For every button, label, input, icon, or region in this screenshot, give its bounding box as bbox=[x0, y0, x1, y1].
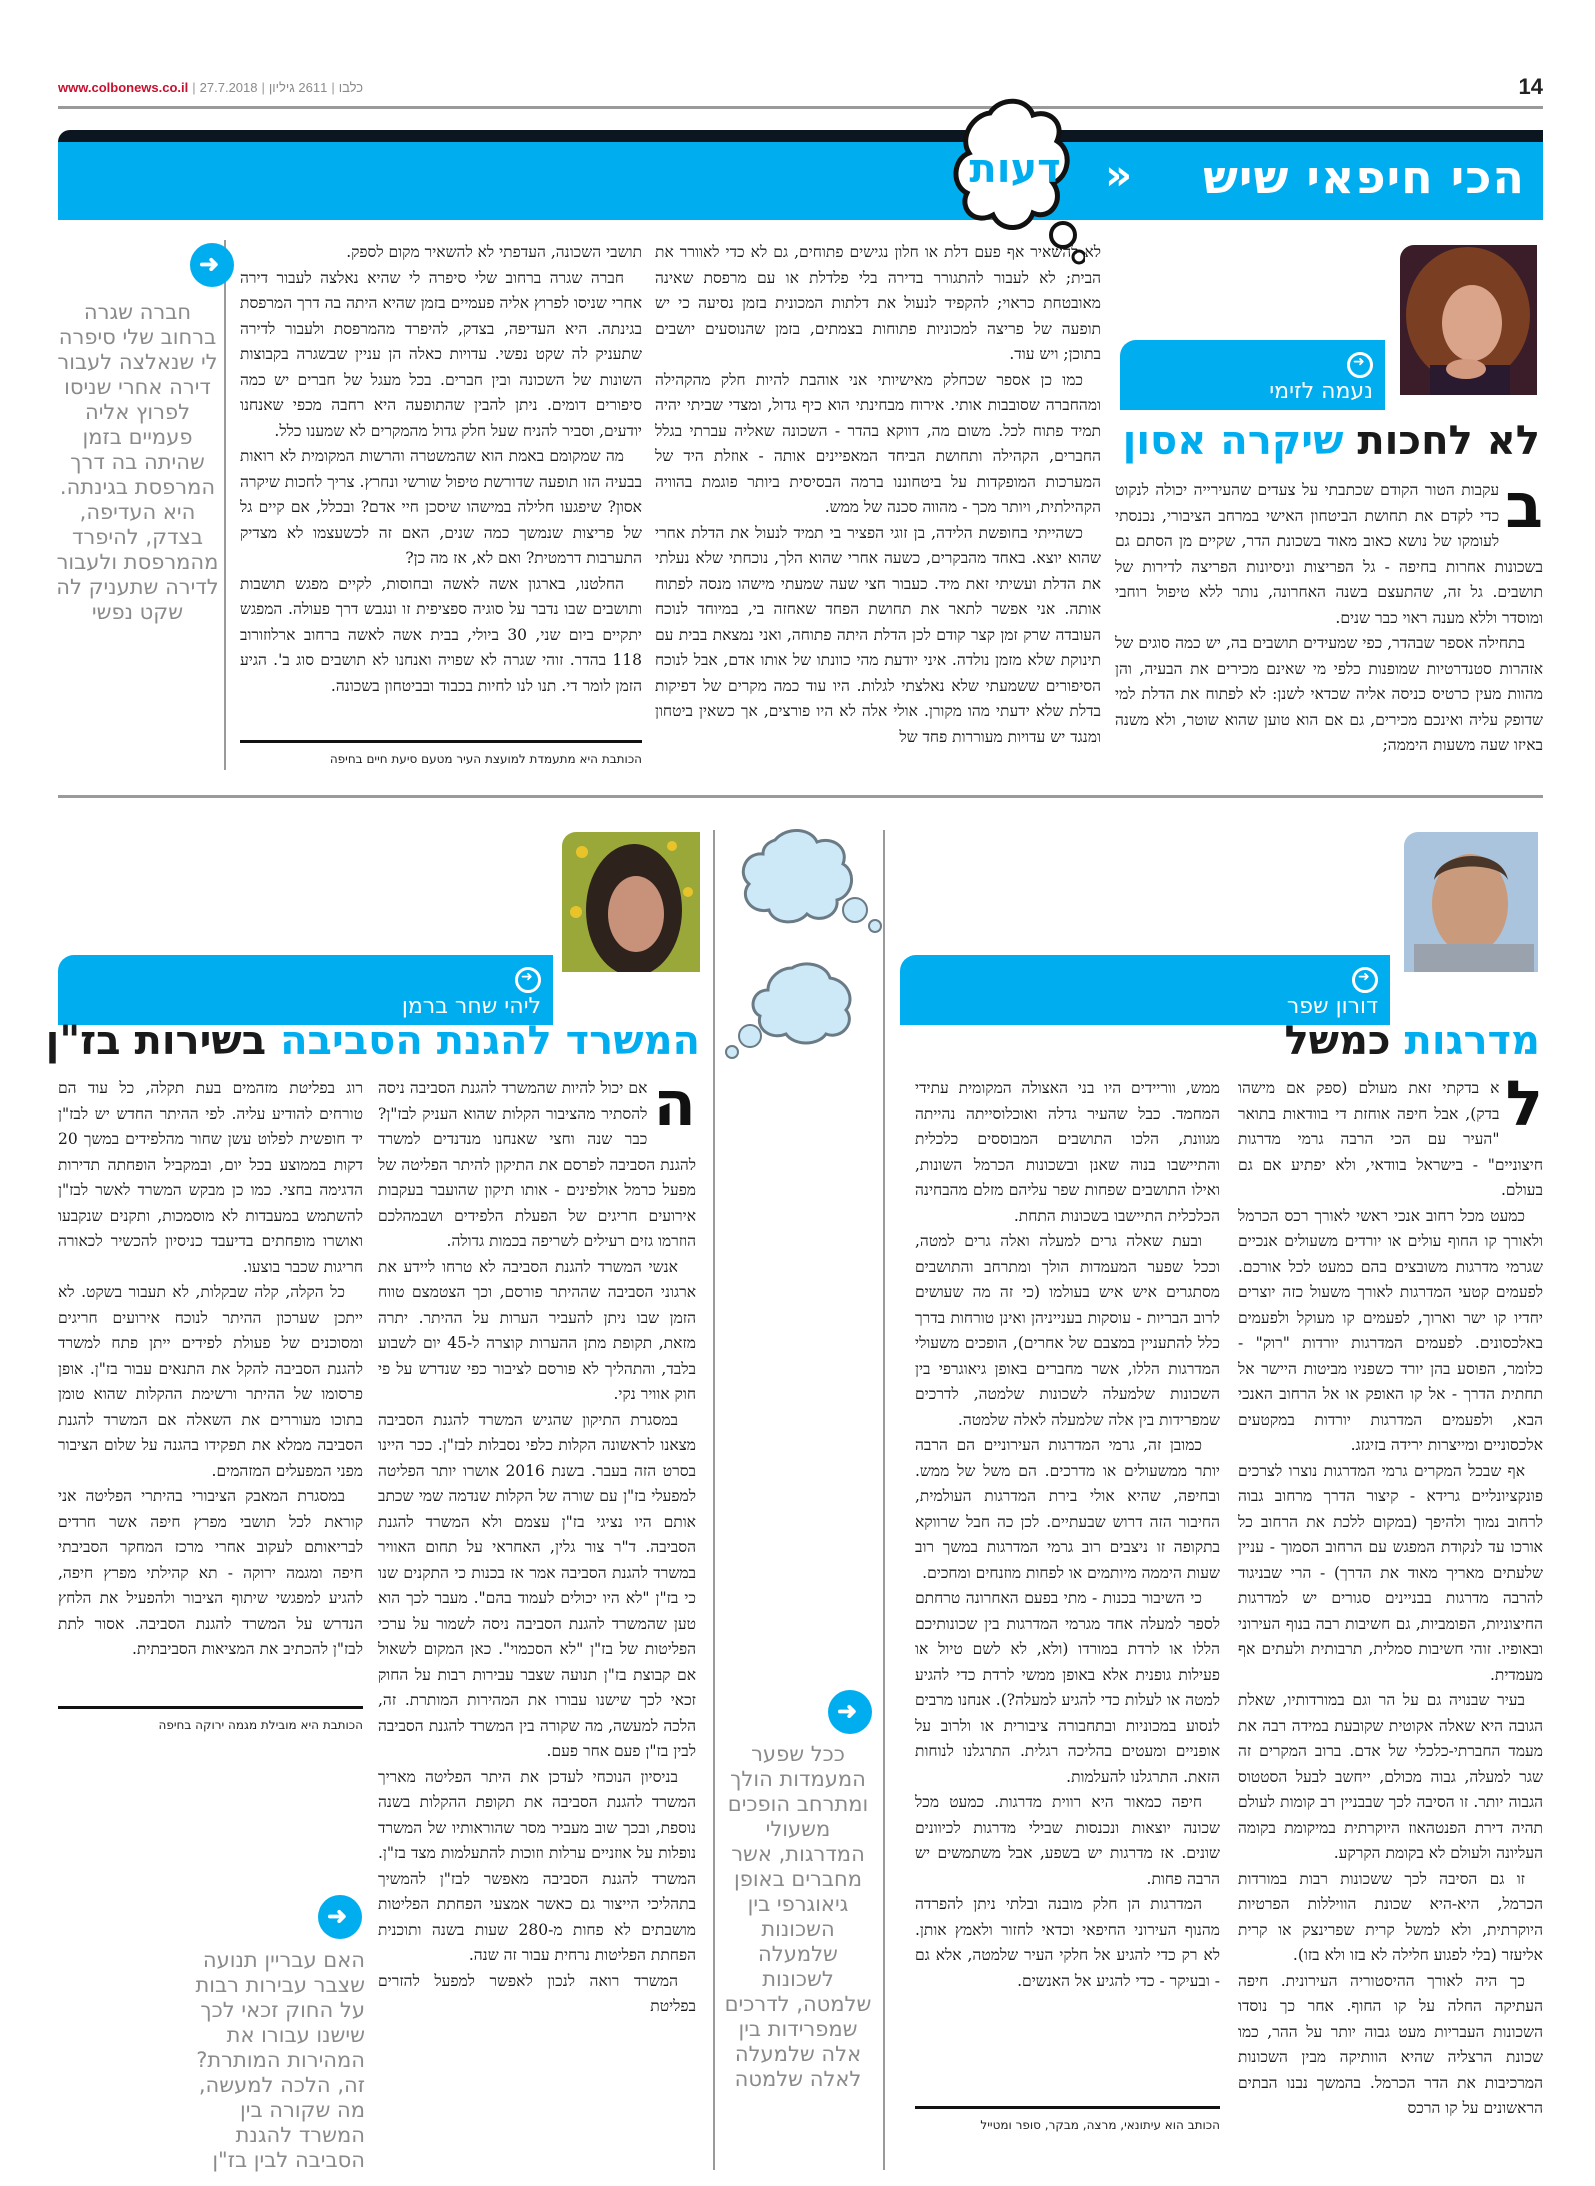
article-left-column-2 bbox=[58, 1076, 363, 1676]
paragraph: במסגרת המאבק הציבורי בהיתרי הפליטה אני קוראת לכל תושבי מפרץ חיפה אשר חרדים לבריאותם לעקוב אחרי מרכז המחקר הסביבתי חיפה ומגמה ירוקה - תא קהילתי מפרץ חיפה, להגיע למפגשי שיתוף הציבור ולהפעיל את הלחץ הנדרש על המשרד להגנת הסביבה. אסור לתת לבז"ן להכתיב את המציאות הסביבתית. bbox=[58, 1487, 363, 1658]
banner-title: הכי חיפאי שיש bbox=[1203, 150, 1525, 204]
article-headline-left bbox=[46, 1018, 700, 1064]
paragraph: אנשי המשרד להגנת הסביבה לא טרחו ליידע את ארגוני הסביבה שההיתר פורסם, וכך הצטמצם טווח הזמן שבו ניתן להעביר הערות על ההיתר. יתרה מזאת, תקופת מתן ההערות קוצרה ל-45 יום לשבוע בלבד, והתהליך לא פורסם לציבור כפי שנדרש על פי חוק אוויר נקי. bbox=[378, 1257, 696, 1403]
author-footnote: הכותבת היא מובילת מגמה ירוקה בחיפה bbox=[158, 1718, 363, 1732]
headline-dark: בשירות בז"ן bbox=[45, 1018, 267, 1064]
column-divider bbox=[713, 830, 715, 2170]
column-divider bbox=[883, 830, 885, 2170]
footer-rule bbox=[915, 2106, 1220, 2109]
page-number: 14 bbox=[1518, 74, 1543, 99]
author-bar-left bbox=[58, 955, 553, 1025]
paragraph: רוג בפליטת מזהמים בעת תקלה, כל עוד הם טורחים להודיע עליה. לפי ההיתר החדש יש לבז"ן יד חופשית לפלוט עשן שחור מהלפידים במשך 20 דקות בממוצע בכל יום, ובמקביל הופחתה תדירות הדגימה בחצי. כמו כן מבקש המשרד לאשר לבז"ן להשתמש במעבדות לא מוסמכות, ותקנים שנקבעו ואושרו מופחתים בדיעבד כניסיון להכשיר לכאורה חריגות שכבר בוצעו. bbox=[58, 1079, 363, 1276]
pull-quote-middle: ככל שפער המעמדות הולך ומתרחב הופכים משעולי המדרגות, אשר מחברים באופן גיאוגרפי בין השכונות שלמעלה לשכונות שלמטה, לדרכים שמפרידות בין אלה שלמעלה לאלה שלמטה bbox=[724, 1742, 872, 2091]
article-right-column-2 bbox=[915, 1076, 1220, 2086]
headline-blue: המשרד להגנת הסביבה bbox=[280, 1018, 700, 1064]
paragraph: המשרד רואה לנכון לאפשר למפעל להזרים בפליטת bbox=[378, 1971, 696, 2015]
paragraph: ובעת שאלה גרים למעלה ואלה גרים למטה, וככל שפער המעמדות הולך ומתרחב והתושבים מסתגרים איש איש בעולמו (כי זה מה שעושים לרוב הבריות - עוסקות בענייניהן ואינן טורחות בדרך כלל להתעניין במצבם של אחרים), הופכים משעולי המדרגות הללו, אשר מחברים באופן גיאוגרפי בין השכונות שלמעלה לשכונות שלמטה, לדרכים שמפרידות בין אלה שלמעלה לאלה שלמטה. bbox=[915, 1232, 1220, 1429]
double-chevron-icon: » bbox=[1105, 150, 1133, 199]
drop-cap: ב bbox=[1505, 478, 1543, 542]
arrow-circle-icon bbox=[190, 243, 234, 287]
footer-rule bbox=[58, 1706, 363, 1709]
paragraph: החלטנו, בארגון אשה לאשה ובחוסות, לקיים מפגש תושבות ותושבים שבו נדבר על סוגיה ספציפית זו ונגבש דרך פעולה. המפגש יתקיים ביום שני, 30 ביולי, בבית אשה לאשה ברחוב ארלוזורוב 118 בהדר. זוהי שגרה לא שפויה ואנחנו לא תושבים סוג ב'. הגיע הזמן לומר די. תנו לנו לחיות בכבוד ובביטחון בשכונה. bbox=[240, 574, 642, 695]
article-top-column-3 bbox=[240, 240, 642, 720]
article-headline-top bbox=[1123, 418, 1540, 464]
paragraph: חיפה כמאור היא רווית מדרגות. כמעט מכל שכונה יוצאות ונכנסות שבילי מדרגות לכיוונים שונים. אז מדרגות יש בשפע, אבל משתמשים יש הרבה פחות. bbox=[915, 1793, 1220, 1888]
section-divider bbox=[58, 795, 1543, 798]
issue-number: 2611 גיליון bbox=[268, 80, 328, 95]
author-photo-naama bbox=[1400, 245, 1537, 395]
pull-quote-top: חברה שגרה ברחוב שלי סיפרה לי שנאלצה לעבור דירה אחרי שניסו לפרוץ אליה פעמיים בזמן שהיתה בה דרך המרפסת בגינתה. היא העדיפה, בצדק, להיפרד מהמרפסת ולעבור לדירה שתעניק לה שקט נפשי bbox=[56, 300, 219, 624]
paragraph: אף שבכל המקרים גרמי המדרגות נוצרו לצרכים פונקציונליים גרידא - קיצור הדרך מרחוב גבוה לרחוב נמוך ולהיפך (במקום ללכת את הרחוב כל אורכו עד לנקודת המפגש עם הרחוב הסמוך - עניין שלעתים מאריך מאוד את הדרך) - הרי שבניגוד להרבה מדרגות בבניינים סגורים יש למדרגות החיצוניות, הפומביות, גם חשיבות רבה בנוף העירוני ובאופיו. זוהי חשיבות סמלית, תרבותית ולעתים אף מעמדית. bbox=[1238, 1461, 1543, 1684]
paragraph: חברה שגרה ברחוב שלי סיפרה לי שהיא נאלצה לעבור דירה אחרי שניסו לפרוץ אליה פעמיים בזמן שהיא היתה בה דרך המרפסת בגינתה. היא העדיפה, בצדק, להיפרד מהמרפסת ולעבור לדירה שתעניק לה שקט נפשי. עדויות כאלה הן עניין שבשגרה בקבוצות השונות של השכונה ובין חברים. בכל מעגל של חברים יש כמה סיפורים דומים. ניתן להבין שהתופעה היא רחבה מכפי שאנחנו יודעים, וסביר להניח שעל חלק גדול מהמקרים לא שמענו כלל. bbox=[240, 268, 642, 440]
paragraph: במסגרת התיקון שהגיש המשרד להגנת הסביבה מצאנו לראשונה הקלות כלפי נסבלות לבז"ן. ככר היינו בסרט הזה בעבר. בשנת 2016 אושרו יותר הפליטה למפעלי בז"ן עם שורה של הקלות שנדמה שמי שכתב אותם היו נציגי בז"ן עצמם ולא המשרד להגנת הסביבה. ד"ר צור גלין, האחראי על תחום האוויר במשרד להגנת הסביבה אמר אז בכנות כי התקנים שנו כי בז"ן "לא היו יכולים לעמוד בהם". מעבר לכך הוא טען שהמשרד להגנת הסביבה ניסה לשמור על ערכי הפליטות של בז"ן "לא הסכמוי". כאן המקום לשאול אם קבוצת בז"ן תנועה שצבר עבירות רבות על החוק זכאי לכך שישנו עבורו את המהירות המותרת. זה, הלכה למעשה, מה שקורה בין המשרד להגנת הסביבה לבין בז"ן פעם אחר פעם. bbox=[378, 1410, 696, 1760]
separator: | bbox=[192, 80, 196, 95]
headline-dark: כמשל bbox=[1284, 1018, 1391, 1064]
author-name[interactable]: ליהי שחר ברמן bbox=[401, 994, 541, 1019]
arrow-circle-icon bbox=[1347, 352, 1373, 378]
arrow-circle-icon bbox=[1352, 967, 1378, 993]
arrow-circle-icon bbox=[318, 1895, 362, 1939]
section-label: דעות bbox=[969, 146, 1061, 192]
article-left-column-1 bbox=[378, 1076, 696, 2171]
separator: | bbox=[261, 80, 265, 95]
article-top-column-1 bbox=[1115, 478, 1543, 763]
separator: | bbox=[331, 80, 335, 95]
paragraph: כך היה לאורך ההיסטוריה העירונית. חיפה העתיקה החלה על קו החוף. אחר כך נוסדו השכונות העבריות מעט גבוה יותר על ההר, כמו שכונת הרצליה שהיא הוותיקה מבין השכונות המרכיבות את הדר הכרמל. בהמשך נבנו הבתים הראשונים על קו הרכס bbox=[1238, 1971, 1543, 2117]
paragraph: א בדקתי זאת מעולם (ספק אם מישהו בדק), אבל חיפה אוחזת די בוודאות בתואר "העיר עם הכי הרבה גרמי מדרגות חיצוניים" - בישראל בוודאי, ולא יפתיע אם גם בעולם. bbox=[1238, 1079, 1543, 1199]
author-bar-top bbox=[1120, 340, 1385, 410]
article-right-column-1 bbox=[1238, 1076, 1543, 2166]
paragraph: עקבות הטור הקודם שכתבתי על צעדים שהעירייה יכולה לנקוט כדי לקדם את תחושת הביטחון האישי במרחב הציבורי, נכנסתי לעומקו של נושא כאוב מאוד בשכונת הדר, שקיים מן הסתם גם בשכונות אחרות בחיפה - גל הפריצות וניסיונות הפריצה לדירות של תושבים. גל זה, שהתעצם בשנה האחרונה, נותר ללא טיפול רוחבי ומוסדר וללא מענה ראוי כבר שנים. bbox=[1115, 481, 1543, 627]
drop-cap: ה bbox=[653, 1076, 696, 1140]
article-headline-right bbox=[1284, 1018, 1540, 1064]
paragraph: מה שמקומם באמת הוא שהמשטרה והרשות המקומית לא רואות בבעיה הזו תופעה שדורשת טיפול שורשי ונחרץ. צריך לחכות שיקרה אסון? שיפגעו חלילה במישהו שיסכן חיי אדם? ובכלל, אם קיים גל של פריצות שנמשך כמה שנים, האם זה לכשעצמו לא מצדיק התערבות דרמטית? ואם לא, אז מה כן? bbox=[240, 447, 642, 567]
publication-name: כלבו bbox=[338, 80, 364, 95]
paragraph: המדרגות הן חלק מובנה ובלתי ניתן להפרדה מהנוף העירוני החיפאי וכדאי לחזור ולאמץ אותן. לא רק כדי להגיע אל חלקי העיר שלמטה, אלא גם - ובעיקר - כדי להגיע אל האנשים. bbox=[915, 1895, 1220, 1990]
author-footnote: הכותב הוא עיתונאי, מרצה, מבקר, סופר ומטייל bbox=[980, 2118, 1220, 2132]
author-photo-doron bbox=[1404, 832, 1538, 972]
author-footnote: הכותבת היא מתעמדת למועצת העיר מטעם סיעת חיים בחיפה bbox=[329, 752, 642, 766]
paragraph: בניסיון הנוכחי לעדכן את היתר הפליטה מאריך המשרד להגנת הסביבה את תקופת ההקלות בשנה נוספת, ובכך שוב מעביר מסר שהוראותיו של המשרד נופלות על אוזניים ערלות וזוכות להתעלמות מצד בז"ן. המשרד להגנת הסביבה מאפשר לבז"ן להמשיך בתהליכי הייצור גם כאשר אמצעי הפחתת הפליטות מושבתים לא פחות מ-280 שעות בשנה ותוכנית הפחתת הפליטות נרחית עבור זה שנה. bbox=[378, 1767, 696, 1964]
paragraph: כשהייתי בחופשת הלידה, בן זוגי הפציר בי תמיד לנעול את הדלת אחרי שהוא יוצא. באחד מהבקרים, כשעה אחרי שהוא הלך, נוכחתי שלא נעלתי את הדלת ועשיתי זאת מיד. כעבור חצי שעה שמעתי מישהו מנסה לפתוח אותה. אני אפשר לתאר את תחושת הפחד שאחזה בי, במיוחד לנוכח העובדה שרק זמן קצר קודם לכן הדלת היתה פתוחה, ואני נמצאת בבית עם תינוקת שלא מזמן נולדה. איני יודעת מהי כוונתו של אותו אדם, אבל לנוכח הסיפורים ששמעתי שלא נאלצתי לגלות. היו עוד כמה מקרים של דפיקות בדלת שלא ידעתי מהו מקורן. אולי אלה לא היו פורצים, אך כשאין ביטחון ומנגד יש עדויות מעוררות פחד של bbox=[655, 523, 1101, 746]
author-photo-lihi bbox=[562, 832, 700, 972]
pull-quote-bottom-left: האם עבריין תנועה שצבר עבירות רבות על החוק זכאי לכך שישנו עבורו את המהירות המותרת? זה, הלכה למעשה, מה שקורה בין המשרד להגנת הסביבה לבין בז"ן bbox=[195, 1948, 365, 2172]
issue-date: 27.7.2018 bbox=[199, 80, 258, 95]
paragraph: כל הקלה, קלה שבקלות, לא תעבור בשקט. לא ייתכן שערכון ההיתר לנוכח אירועים חריגים ומסוכנים של פעולת לפידים ייתן פתח למשרד להגנת הסביבה להקל את התנאים עבור בז"ן. אופן פרסומו של ההיתר ורשימת ההקלות שהוא טומן בתוכו מעוררים את השאלה אם המשרד להגנת הסביבה ממלא את תפקידו בהגנה על שלום הציבור מפני המפעלים המזהמים. bbox=[58, 1283, 363, 1480]
headline-blue: שיקרה אסון bbox=[1122, 418, 1344, 464]
paragraph: בעיר שבנויה גם על הר וגם במורדותיו, שאלת הגובה היא שאלה אקוטית שקובעת במידה רבה את מעמד החברתי-כלכלי של אדם. ברוב המקרים זה שגר למעלה, גבוה מכולם, ייחשב לבעל הסטטוס הגבוה יותר. זו הסיבה לכך שבבניין רב קומות לעולם תהיה דירת הפנטהאוז היוקרתית במיקומת בקומה העליונה ולעולם לא בקומת הקרקע. bbox=[1238, 1691, 1543, 1862]
author-bar-right bbox=[900, 955, 1390, 1025]
headline-dark: לא לחכות bbox=[1357, 418, 1540, 464]
arrow-circle-icon bbox=[515, 967, 541, 993]
paragraph: כי השיבור בכנות - מתי בפעם האחרונה טרחתם לספר למעלה אחד מגרמי המדרגות בין שכונותיכם הללו או לרדת במורדו (ולא, לא לשם טיול או פעילות גופנית אלא באופן ממשי לרדת כדי להגיע למטה או לעלות כדי להגיע למעלה?). אנחנו מרבים לנסוע במכוניות ובתחבורה ציבורית או ולרוב על אופניים ומעטים בהליכה רגלית. התרגלנו לנוחות הזאת. התרגלנו להעלמות. bbox=[915, 1589, 1220, 1786]
column-divider bbox=[224, 240, 226, 770]
paragraph: בתחילה אספר שבהדר, כפי שמעידים תושבים בה, יש כמה סוגים של אזהרות סטנדרטיות שמופנות כלפי מי שאינם מכירים את הבעיה, והן מהוות מעין כרטיס כניסה אליה שכדאי לשנן: לא לפתוח את הדלת למי שדופק עליה ואינכם מכירים, גם אם הוא טוען שהוא שוטר, ולא משנה באיזו שעה משעות היממה; bbox=[1115, 634, 1543, 754]
drop-cap: ל bbox=[1505, 1076, 1543, 1140]
author-name[interactable]: נעמה לזימי bbox=[1269, 379, 1373, 404]
author-name[interactable]: דורון שפר bbox=[1286, 994, 1378, 1019]
paragraph: כמעט מכל רחוב אנכי ראשי לאורך רכס הכרמל ולאורך קו החוף עולים או יורדים משעולים אנכיים שגרמי מדרגות משובצים בהם כמעט לכל אורכם. לפעמים קטעי המדרגות לאורך משעול כזה יוצרים יחדיו קו ישר וארוך, לפעמים קו מעוקל ולפעמים באלכסונים. לפעמים המדרגות יורדות "רוק" - כלומר, הפוסע בהן יורד כשפניו מביטות היישר אל תחתית הדרך - אל קו האופק או אל הרחוב האנכי הבא, ולפעמים המדרגות יורדות במקטעים אלכסוניים ומייצרות ירידה בזיגזג. bbox=[1238, 1206, 1543, 1454]
thought-cloud-icon bbox=[722, 960, 872, 1060]
thought-cloud-icon bbox=[735, 826, 885, 936]
paragraph: תושבי השכונה, העדפתי לא להשאיר מקום לספק. bbox=[346, 243, 642, 261]
paragraph: לא להשאיר אף פעם דלת או חלון נגישים פתוחים, גם לא כדי לאוורר את הבית; לא לעבור להתגורר בדירה בלי פלדלת או עם מרפסת שאינה מאובטחת כראוי; להקפיד לנעול את דלתות המכונית בזמן נסיעה כי יש תופעה של פריצה למכוניות פתוחות בצמתים, בזמן שהנוסעים יושבים בתוכן; ויש עוד. bbox=[655, 243, 1101, 363]
arrow-circle-icon bbox=[828, 1690, 872, 1734]
paragraph: כמובן זה, גרמי המדרגות העירוניים הם הרבה יותר ממשעולים או מדרכים. הם משל של ממש. ובחיפה, שהיא אולי בירת המדרגות העולמית, החיבור הזה דרוש שבעתיים. לכן כה חבל שרווקא בתקופה זו ניצבים רוב גרמי המדרגות במשך רוב שעות היממה מיותמים או לפחות מוזנחים ומחכים. bbox=[915, 1436, 1220, 1582]
page-header-meta bbox=[58, 80, 363, 95]
header-rule bbox=[58, 106, 1543, 109]
paragraph: אם יכול להיות שהמשרד להגנת הסביבה ניסה להסתיר מהציבור הקלות שהוא העניק לבז"ן? כבר שנה וחצי שאנחנו מנדנדים למשרד להגנת הסביבה לפרסם את התיקון להיתר הפליטה של מפעל כרמל אולפינים - אותו תיקון שהועבר בעקבות אירועים חריגים של הפעלת הלפידים ושבמהלכם הוזרמו גזים רעילים לשריפה בכמות גדולה. bbox=[378, 1079, 696, 1250]
footer-rule bbox=[240, 740, 642, 743]
headline-blue: מדרגות bbox=[1404, 1018, 1540, 1064]
article-top-column-2 bbox=[655, 240, 1101, 763]
paragraph: זו גם הסיבה לכך ששכונות רבות במורדות הכרמל, היא-היא שכונת הוויללות הפרטיות היוקרתית, ולא למשל קרית שפרינצק או קרית אליעזר (בלי לפגוע חלילה לא בזו ולא בזו). bbox=[1238, 1869, 1543, 1964]
site-url-link[interactable]: www.colbonews.co.il bbox=[58, 80, 189, 95]
paragraph: ממש, ווריידים היו בני האצולה המקומית עתידי המחמד. כבל שהעיר גדלה ואוכלוסייתה נהייתה מגוונת, הלכו התושבים המבוססים כלכלית והתיישבו בנוה שאנן ובשכונות הכרמל השונות, ואילו התושבים שפחות שפר עליהם מזלם מהבחינה הכלכלית התיישבו בשכונות התחת. bbox=[915, 1079, 1220, 1225]
paragraph: כמו כן אספר שכחלק מאישיותי אני אוהבת להיות חלק מהקהילה ומהחברה שסובבות אותי. אירוח מבחינתי הוא כיף גדול, ומצדי שביתי יהיה תמיד פתוח לכל. משום מה, דווקא בהדר - השכונה שאליה עברתי בגלל החברים, הקהילה ותחושת הביחד המאפיינים אותה - אוזלת היד של המערכות המופקדות על ביטחוננו ברמה הבסיסית ביותר פוגמת בהוויה הקהילתית, ויותר מכך - מהווה סכנה של ממש. bbox=[655, 370, 1101, 516]
banner-dark-strip bbox=[58, 130, 1543, 142]
